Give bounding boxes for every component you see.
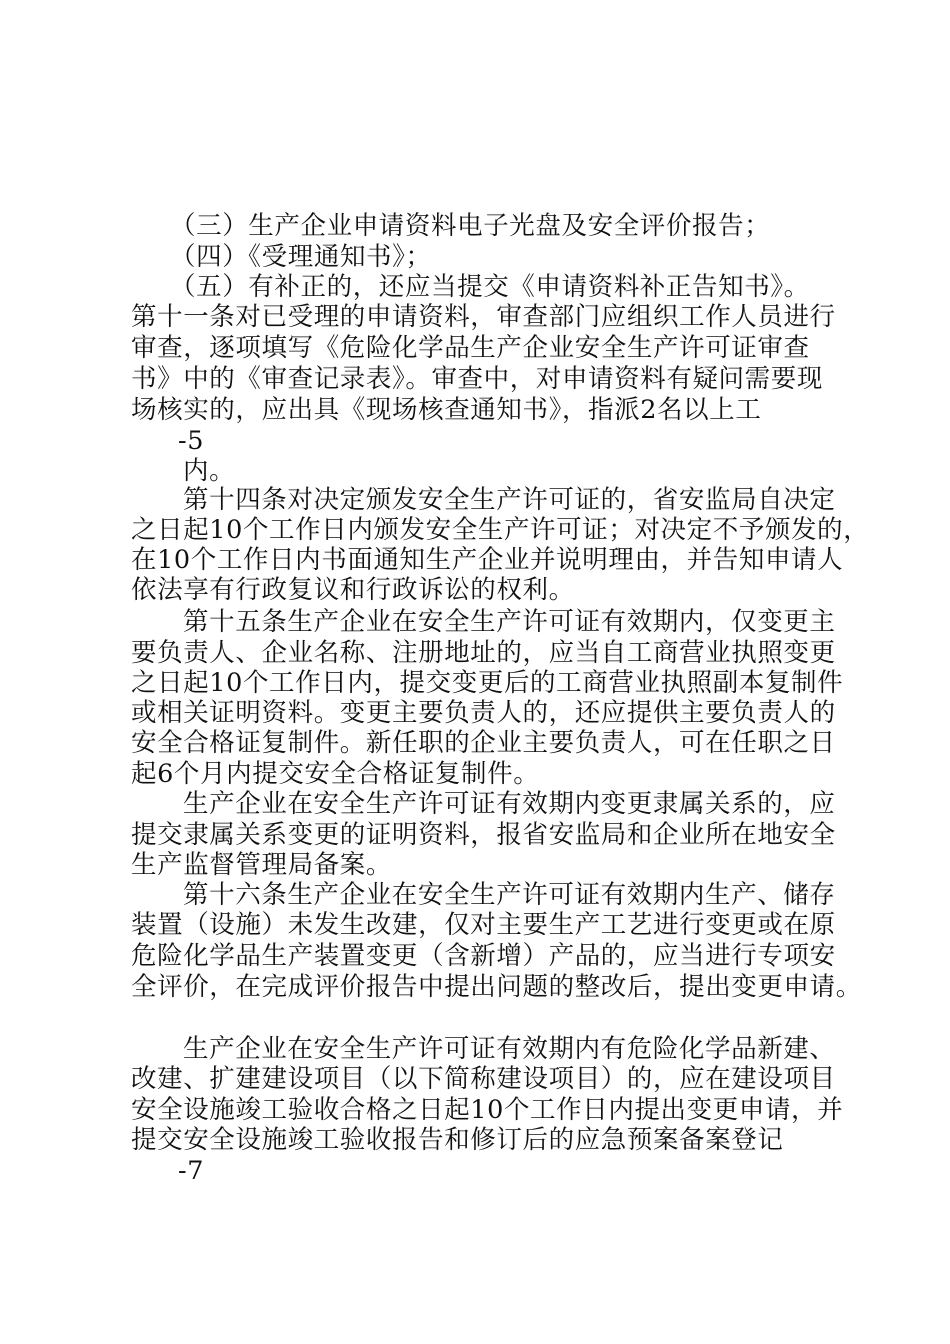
paragraph-construction-line-2: 改建、扩建建设项目（以下简称建设项目）的，应在建设项目 <box>131 1064 836 1094</box>
paragraph-construction-line-1: 生产企业在安全生产许可证有效期内有危险化学品新建、 <box>183 1034 836 1064</box>
article-15-line-6: 起6个月内提交安全合格证复制件。 <box>131 759 540 789</box>
list-item-3: （三）生产企业申请资料电子光盘及安全评价报告； <box>170 211 771 241</box>
list-item-5: （五）有补正的，还应当提交《申请资料补正告知书》。 <box>170 272 810 302</box>
paragraph-construction-line-4: 提交安全设施竣工验收报告和修订后的应急预案备案登记 <box>131 1125 784 1155</box>
article-15-line-3: 之日起10个工作日内，提交变更后的工商营业执照副本复制件 <box>131 668 844 698</box>
paragraph-affiliation-line-1: 生产企业在安全生产许可证有效期内变更隶属关系的，应 <box>183 789 836 819</box>
article-15-line-5: 安全合格证复制件。新任职的企业主要负责人，可在任职之日 <box>131 728 836 758</box>
continuation-text: 内。 <box>183 456 236 486</box>
article-15-line-1: 第十五条生产企业在安全生产许可证有效期内，仅变更主 <box>183 607 836 637</box>
article-15-line-4: 或相关证明资料。变更主要负责人的，还应提供主要负责人的 <box>131 698 836 728</box>
article-16-line-4: 全评价，在完成评价报告中提出问题的整改后，提出变更申请。 <box>131 972 862 1002</box>
article-14-line-3: 在10个工作日内书面通知生产企业并说明理由，并告知申请人 <box>131 545 844 575</box>
article-14-line-2: 之日起10个工作日内颁发安全生产许可证；对决定不予颁发的， <box>131 515 870 545</box>
paragraph-affiliation-line-2: 提交隶属关系变更的证明资料，报省安监局和企业所在地安全 <box>131 820 836 850</box>
article-11-line-4: 场核实的，应出具《现场核查通知书》，指派2名以上工 <box>131 395 762 425</box>
paragraph-construction-line-3: 安全设施竣工验收合格之日起10个工作日内提出变更申请，并 <box>131 1095 844 1125</box>
article-14-line-1: 第十四条对决定颁发安全生产许可证的，省安监局自决定 <box>183 485 836 515</box>
article-16-line-3: 危险化学品生产装置变更（含新增）产品的，应当进行专项安 <box>131 941 836 971</box>
list-item-4: （四）《受理通知书》； <box>170 242 432 272</box>
page-number: -7 <box>178 1156 205 1186</box>
article-15-line-2: 要负责人、企业名称、注册地址的，应当自工商营业执照变更 <box>131 638 836 668</box>
page-number: -5 <box>178 426 205 456</box>
article-16-line-1: 第十六条生产企业在安全生产许可证有效期内生产、储存 <box>183 880 836 910</box>
article-16-line-2: 装置（设施）未发生改建，仅对主要生产工艺进行变更或在原 <box>131 910 836 940</box>
paragraph-affiliation-line-3: 生产监督管理局备案。 <box>131 850 393 880</box>
article-14-line-4: 依法享有行政复议和行政诉讼的权利。 <box>131 575 575 605</box>
article-11-line-2: 审查，逐项填写《危险化学品生产企业安全生产许可证审查 <box>131 333 810 363</box>
article-11-line-3: 书》中的《审查记录表》。审查中，对申请资料有疑问需要现 <box>131 364 823 394</box>
article-11-line-1: 第十一条对已受理的申请资料，审查部门应组织工作人员进行 <box>131 302 836 332</box>
